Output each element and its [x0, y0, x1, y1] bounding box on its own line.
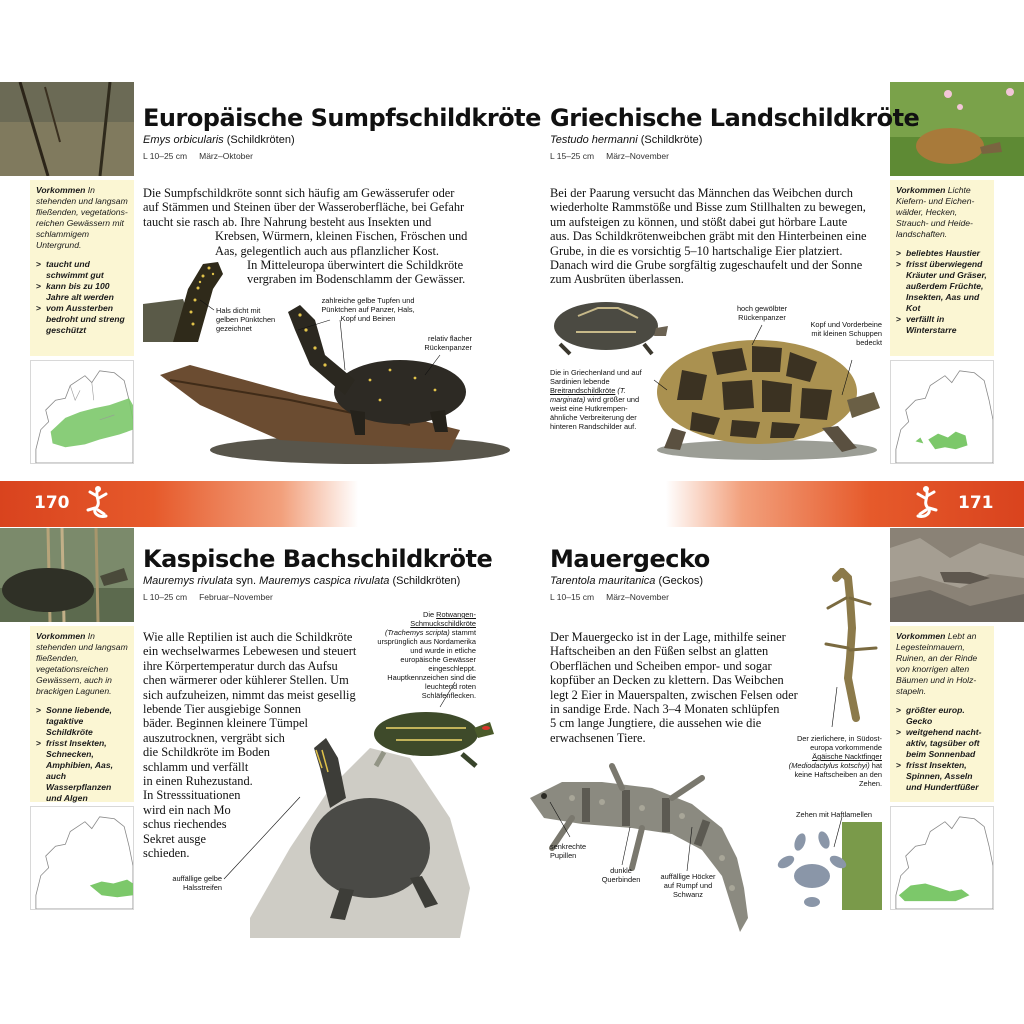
band-left	[0, 481, 512, 527]
leader-lines-sumpf	[0, 0, 512, 481]
body-text-mauergecko: Der Mauergecko ist in der Lage, mithilfe seiner Haftscheiben an den Füßen selbst an glatten Oberflächen und Scheiben empor- und sogar kopfüber an Decken zu klettern. Das Weibchen legt 2 Eier in Mauerspalten, zwischen Felsen oder in sandige Erde. Nach 3–4 Monaten schlüpfen 5 cm lange Jungtiere, die aussehen wie die erwachsenen Tiere.	[550, 630, 798, 745]
caption-toe-lamellae: Zehen mit Haftlamellen	[796, 810, 872, 819]
body-text-bachschildkroete: Wie alle Reptilien ist auch die Schildkröte ein wechselwarmes Lebewesen und steuert ihre Körpertemperatur durch das Aufsu chen wärmerer oder kühlerer Stellen. Um sich aufzuheizen, nimmt das meist gesellig lebende Tier ausgiebige Sonnen bäder. Beginnen kleinere Tümpel auszutrocknen, vergräbt sich die Schildkröte im Boden schlamm und verfällt in einen Ruhezustand. In Stresssituationen wird ein nach Mo schus riechendes Sekret ausge schieden.	[143, 630, 357, 861]
body-text-landschildkroete: Bei der Paarung versucht das Männchen das Weibchen durch wiederholte Rammstöße und Bisse zum Stillhalten zu bewegen, um aufsteigen zu können, und stößt dabei gut hörbare Laute aus. Das Schildkrötenweibchen gräbt mit den Hinterbeinen eine Grube, in die es vorsichtig 5–10 hartschalige Eier platziert. Danach wird die Grube sorgfältig zugeschaufelt und der Sonne zum Ausbrüten überlassen.	[550, 186, 867, 287]
species-title: Kaspische Bachschildkröte	[143, 545, 493, 573]
leader-lines-mauergecko	[512, 527, 1024, 1024]
vorkommen-text: Lebt an Legesteinmauern, Ruinen, an der Rinde von knorrigen alten Bäumen und in Holzstapeln.	[896, 631, 978, 696]
vorkommen-label: Vorkommen	[36, 185, 86, 195]
species-title: Mauergecko	[550, 545, 710, 573]
scientific-name: Tarentola mauritanica (Geckos)	[550, 575, 704, 587]
caption-dark-bands: dunkle Querbinden	[601, 866, 641, 884]
fact-item: > weitgehend nachtaktiv, tagsüber oft beim Sonnenbad	[896, 727, 989, 760]
fact-item: > Sonne liebende, tagaktive Schildkröte	[36, 705, 129, 738]
vorkommen-label: Vorkommen	[896, 185, 946, 195]
fact-item: > verfällt in Winterstarre	[896, 314, 989, 336]
species-title: Europäische Sumpfschildkröte	[143, 104, 541, 132]
size-season: L 15–25 cm März–November	[550, 151, 669, 161]
vorkommen-label: Vorkommen	[36, 631, 86, 641]
size-season: L 10–25 cm Februar–November	[143, 592, 273, 602]
size-season: L 10–15 cm März–November	[550, 592, 669, 602]
body-text-sumpfschildkroete: Die Sumpfschildkröte sonnt sich häufig am Gewässerufer oder auf Stämmen und Steinen über der Wasseroberfläche, bei Gefahr taucht sie rasch ab. Ihre Nahrung besteht aus Insekten und Krebsen, Würmern, kleinen Fischen, Fröschen und Aas, gelegentlich auch aus pflanzlicher Kost. In Mitteleuropa überwintert die Schildkröte vergraben im Bodenschlamm der Gewässer.	[143, 186, 468, 287]
fact-item: > beliebtes Haustier	[896, 248, 989, 259]
fact-item: > taucht und schwimmt gut	[36, 259, 129, 281]
caption-nacktfinger: Der zierlichere, in Südosteuropa vorkommende Ägäische Nacktfinger (Mediodactylus kotschyi) hat keine Haftscheiben an den Zehen.	[788, 734, 882, 788]
caption-neck-stripes: auffällige gelbe Halsstreifen	[172, 874, 222, 892]
page-number-right: 171	[958, 493, 994, 513]
fact-item: > frisst überwiegend Kräuter und Gräser, außerdem Früchte, Insekten, Aas und Kot	[896, 259, 989, 314]
caption-flat-shell: relativ flacher Rückenpanzer	[424, 334, 472, 352]
caption-dome-shell: hoch gewölbter Rückenpanzer	[736, 304, 788, 322]
scientific-name: Mauremys rivulata syn. Mauremys caspica rivulata (Schildkröten)	[143, 575, 461, 587]
leader-lines-griechisch	[512, 0, 1024, 481]
gecko-icon	[906, 484, 946, 524]
scientific-name: Emys orbicularis (Schildkröten)	[143, 134, 295, 146]
fact-item: > vom Aussterben bedroht und streng geschützt	[36, 303, 129, 336]
fact-item: > frisst Insekten, Spinnen, Asseln und Hundertfüßer	[896, 760, 989, 793]
species-title: Griechische Landschildkröte	[550, 104, 920, 132]
leader-lines-kaspisch	[0, 527, 512, 1024]
fact-item: > kann bis zu 100 Jahre alt werden	[36, 281, 129, 303]
caption-bumps: auffällige Höcker auf Rumpf und Schwanz	[660, 872, 716, 899]
vorkommen-label: Vorkommen	[896, 631, 946, 641]
fact-item: > größter europ. Gecko	[896, 705, 989, 727]
scientific-name: Testudo hermanni (Schildkröte)	[550, 134, 703, 146]
caption-spots: zahlreiche gelbe Tupfen und Pünktchen auf Panzer, Hals, Kopf und Beinen	[321, 296, 415, 323]
caption-rotwangen: Die Rotwangen-Schmuckschildkröte (Trachemys scripta) stammt ursprünglich aus Nordamerika und wurde in etliche europäische Gewässer eingeschleppt. Hauptkennzeichen sind die leuchtend roten Schläfenflecken.	[377, 610, 476, 700]
page-number-left: 170	[34, 493, 70, 513]
caption-head-scales: Kopf und Vorderbeine mit kleinen Schuppen bedeckt	[810, 320, 882, 347]
gecko-icon	[78, 484, 118, 524]
page-header-band	[0, 481, 1024, 527]
caption-breitrand: Die in Griechenland und auf Sardinien lebende Breitrandschildkröte (T. marginata) wird größer und weist eine Hutkrempen-ähnliche Verbreiterung der hinteren Randschilder auf.	[550, 368, 642, 431]
caption-pupils: senkrechte Pupillen	[550, 842, 587, 860]
vorkommen-text: In stehenden und langsam fließenden, vegetationsreichen Gewässern mit schlammigem Untergrund.	[36, 185, 128, 250]
fact-item: > frisst Insekten, Schnecken, Amphibien, Aas, auch Wasserpflanzen und Algen	[36, 738, 129, 804]
band-right	[512, 481, 1024, 527]
vorkommen-text: Lichte Kiefern- und Eichenwälder, Hecken, Strauch- und Heidelandschaften.	[896, 185, 975, 239]
vorkommen-text: In stehenden und langsam fließenden, vegetationsreichen Gewässern, auch in brackigen Lagunen.	[36, 631, 128, 696]
size-season: L 10–25 cm März–Oktober	[143, 151, 253, 161]
caption-neck: Hals dicht mit gelben Pünktchen gezeichnet	[216, 306, 276, 333]
